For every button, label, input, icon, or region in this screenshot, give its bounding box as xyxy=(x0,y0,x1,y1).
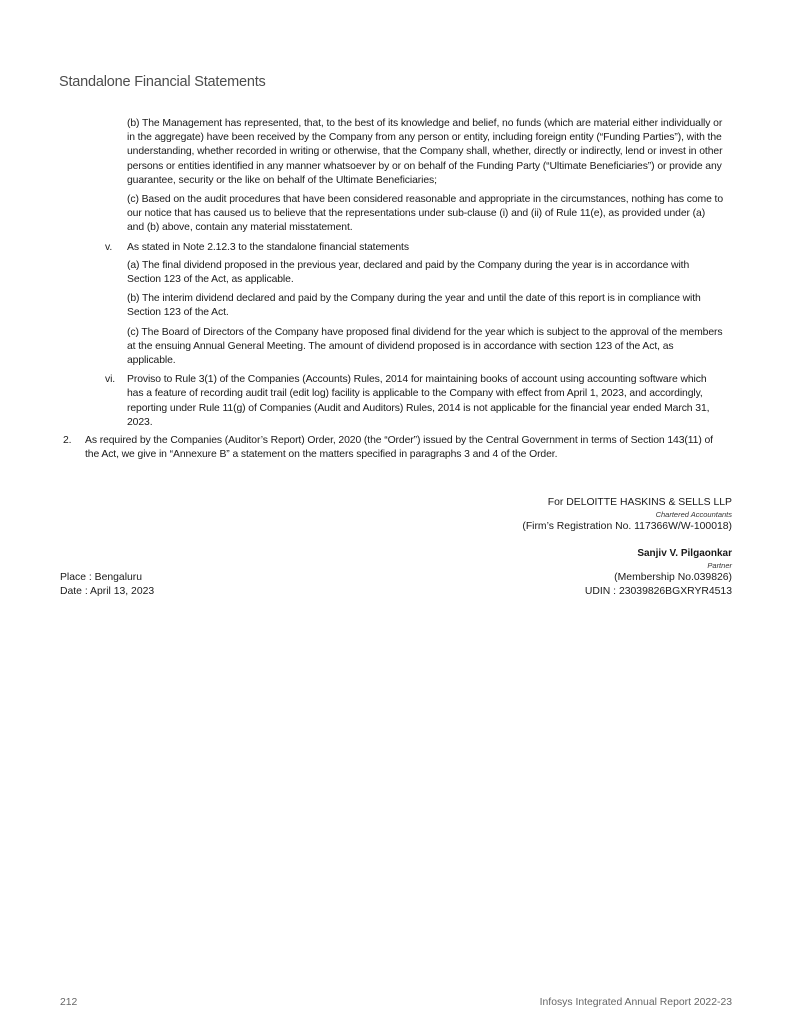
item-vi-number: vi. xyxy=(105,374,116,386)
report-body xyxy=(60,117,724,462)
firm-name: For DELOITTE HASKINS & SELLS LLP xyxy=(547,497,732,508)
section-title: Standalone Financial Statements xyxy=(59,74,266,90)
firm-role: Chartered Accountants xyxy=(655,510,732,519)
date: Date : April 13, 2023 xyxy=(60,586,155,597)
item-2 xyxy=(63,434,724,462)
footer-report-title: Infosys Integrated Annual Report 2022-23 xyxy=(539,997,732,1008)
firm-registration: (Firm’s Registration No. 117366W/W-100018) xyxy=(522,521,732,532)
membership-number: (Membership No.039826) xyxy=(614,572,732,583)
item-v xyxy=(105,241,724,255)
place: Place : Bengaluru xyxy=(60,572,143,583)
paragraph-v-a-final-dividend: (a) The final dividend proposed in the previous year, declared and paid by the Company during the year is in accordance with Section 123 of the Act, as applicable. xyxy=(127,259,690,286)
item-vi xyxy=(105,373,724,430)
paragraph-c-audit-procedures: (c) Based on the audit procedures that have been considered reasonable and appropriate in the circumstances, nothing has come to our notice that has caused us to believe that the representations under sub-clause (i) and (ii) of Rule 11(e), as provided under (a) and (b) above, contain any material misstatement. xyxy=(127,194,724,234)
partner-role: Partner xyxy=(707,561,732,570)
item-v-number: v. xyxy=(105,241,113,253)
udin: UDIN : 23039826BGXRYR4513 xyxy=(584,586,732,597)
partner-signature-block xyxy=(332,547,732,599)
page-number: 212 xyxy=(60,997,78,1008)
paragraph-v-c-proposed-dividend: (c) The Board of Directors of the Company have proposed final dividend for the year which is subject to the approval of the members at the ensuing Annual General Meeting. The amount of dividend proposed is in accordance with section 123 of the Act, as applicable. xyxy=(127,326,723,367)
firm-signature-block xyxy=(332,496,732,534)
item-2-text: As required by the Companies (Auditor’s Report) Order, 2020 (the “Order”) issued by the Central Government in terms of Section 143(11) of the Act, we give in “Annexure B” a statement on the matters specified in paragraphs 3 and 4 of the Order. xyxy=(85,435,713,461)
item-v-text: As stated in Note 2.12.3 to the standalone financial statements xyxy=(127,241,409,253)
paragraph-b-management-representation: (b) The Management has represented, that, to the best of its knowledge and belief, no funds (which are material either individually or in the aggregate) have been received by the Company from any person or entity, including foreign entity (“Funding Parties”), with the understanding, whether recorded in writing or otherwise, that the Company shall, whether, directly or indirectly, lend or invest in other persons or entities identified in any manner whatsoever by or on behalf of the Funding Party (“Ultimate Beneficiaries”) or provide any guarantee, security or the like on behalf of the Ultimate Beneficiaries; xyxy=(127,118,723,186)
partner-name: Sanjiv V. Pilgaonkar xyxy=(637,548,732,559)
paragraph-v-b-interim-dividend: (b) The interim dividend declared and paid by the Company during the year and until the date of this report is in compliance with Section 123 of the Act. xyxy=(127,293,701,319)
place-date-block xyxy=(60,571,154,599)
item-2-number: 2. xyxy=(63,435,72,447)
item-vi-text: Proviso to Rule 3(1) of the Companies (Accounts) Rules, 2014 for maintaining books of account using accounting software which has a feature of recording audit trail (edit log) facility is applicable to the Company with effect from April 1, 2023, and accordingly, reporting under Rule 11(g) of Companies (Audit and Auditors) Rules, 2014 is not applicable for the financial year ended March 31, 2023. xyxy=(127,374,710,428)
